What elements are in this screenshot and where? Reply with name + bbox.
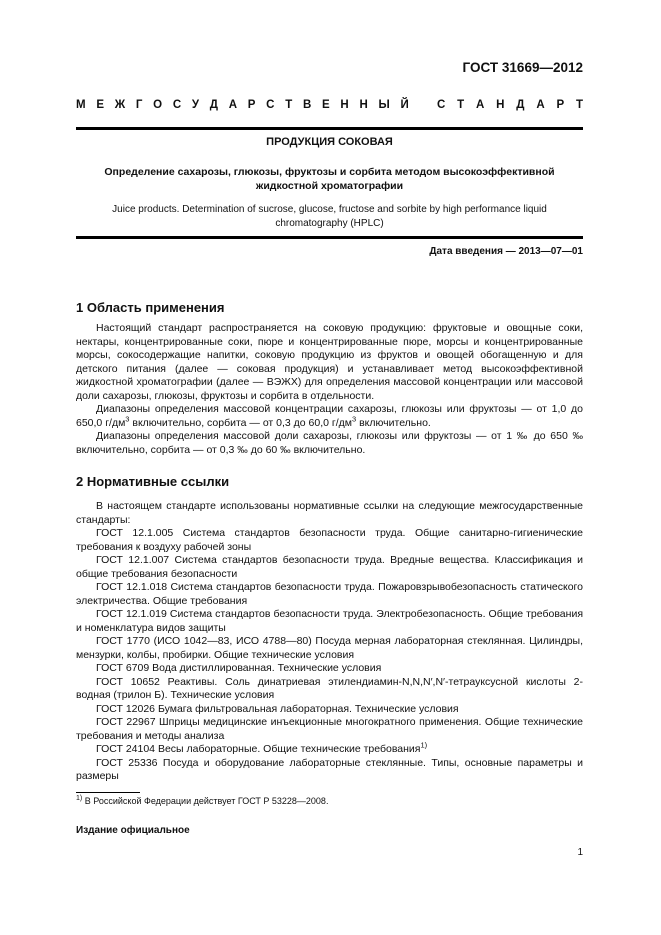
reference-item: ГОСТ 12.1.018 Система стандартов безопасности труда. Пожаровзрывобезопасность статического электричества. Общие требования [76,581,583,607]
banner-letter: Е [322,99,330,111]
section-2-body [76,500,583,784]
section-1-paragraph [76,403,583,430]
superscript: 3 [352,414,357,423]
standard-number: ГОСТ 31669—2012 [462,60,583,75]
banner-letter: А [536,99,545,111]
footnote-mark: 1) [76,795,83,802]
interstate-standard-banner [76,99,583,111]
official-edition-label: Издание официальное [76,825,190,836]
banner-letter: Т [457,99,465,111]
reference-item: ГОСТ 1770 (ИСО 1042—83, ИСО 4788—80) Посуда мерная лабораторная стеклянная. Цилиндры, мензурки, колбы, пробирки. Общие технические условия [76,635,583,661]
top-rule [76,127,583,130]
banner-letter: Т [285,99,293,111]
introduction-date: Дата введения — 2013—07—01 [429,246,583,257]
banner-letter: А [228,99,238,111]
reference-item: ГОСТ 10652 Реактивы. Соль динатриевая этилендиамин-N,N,N′,N′-тетрауксусной кислоты 2-водная (трилон Б). Технические условия [76,675,583,701]
superscript: 3 [125,414,130,423]
footnote-mark: 1) [420,740,428,750]
banner-letter: Н [359,99,368,111]
section-1-body [76,322,583,457]
english-title: Juice products. Determination of sucrose, glucose, fructose and sorbite by high performance liquid chromatography (HPLC) [112,204,547,229]
reference-item: ГОСТ 6709 Вода дистиллированная. Технические условия [96,662,382,674]
section-2-intro: В настоящем стандарте использованы нормативные ссылки на следующие межгосударственные стандарты: [76,500,583,526]
banner-letter: С [172,99,182,111]
document-subtitle: Определение сахарозы, глюкозы, фруктозы и сорбита методом высокоэффективной жидкостной хроматографии [104,166,555,192]
banner-letter: Ж [114,99,126,111]
title-rule [76,236,583,239]
reference-item: ГОСТ 12.1.005 Система стандартов безопасности труда. Общие санитарно-гигиенические требования к воздуху рабочей зоны [76,527,583,553]
banner-letter: Е [96,99,104,111]
section-1-heading: 1 Область применения [76,300,225,315]
banner-letter: Ы [378,99,390,111]
text-run: включительно, сорбита — от 0,3 до 60,0 г/дм [129,416,353,429]
section-2-heading: 2 Нормативные ссылки [76,474,230,489]
banner-letter: Т [575,99,583,111]
page-number: 1 [577,847,583,858]
section-1-paragraph: Диапазоны определения массовой доли сахарозы, глюкозы или фруктозы — от 1 ‰ до 650 ‰ включительно, сорбита — от 0,3 ‰ до 60 ‰ включительно. [76,430,583,456]
banner-letter: Р [247,99,256,111]
reference-item [76,740,583,757]
text-run: ГОСТ 24104 Весы лабораторные. Общие технические требования [96,743,421,755]
banner-letter: Н [496,99,505,111]
reference-item: ГОСТ 25336 Посуда и оборудование лабораторные стеклянные. Типы, основные параметры и размеры [76,756,583,782]
banner-letter: Й [400,99,409,111]
banner-letter: М [76,99,86,111]
footnote-rule [76,792,140,793]
section-1-paragraph: Настоящий стандарт распространяется на соковую продукцию: фруктовые и овощные соки, нектары, концентрированные соки, пюре и концентрированные пюре, морсы и концентрированные морсы, сокосодержащие напитки, соковую продукцию из фруктов и овощей обогащенную и для детского питания (далее — соковая продукция) и устанавливает метод высокоэффективной жидкостной хроматографии (далее — ВЭЖХ) для определения массовой концентрации или массовой доли сахарозы, глюкозы, фруктозы и сорбита в отдельности. [76,322,583,402]
document-title: ПРОДУКЦИЯ СОКОВАЯ [266,136,393,148]
banner-letter: Д [209,99,218,111]
reference-item: ГОСТ 12.1.019 Система стандартов безопасности труда. Электробезопасность. Общие требования и номенклатура видов защиты [76,608,583,634]
banner-letter: У [191,99,200,111]
interstate-word [76,99,409,111]
banner-letter: Н [340,99,349,111]
banner-letter: В [302,99,312,111]
banner-letter: Д [516,99,525,111]
text-run: включительно. [356,416,431,429]
banner-letter: С [437,99,446,111]
standard-word [437,99,583,111]
banner-letter: Р [556,99,565,111]
reference-item: ГОСТ 12.1.007 Система стандартов безопасности труда. Вредные вещества. Классификация и общие требования безопасности [76,554,583,580]
footnote-text: В Российской Федерации действует ГОСТ Р 53228—2008. [82,796,329,806]
footnote [76,796,328,806]
reference-item: ГОСТ 22967 Шприцы медицинские инъекционные многократного применения. Общие технические требования и методы анализа [76,716,583,742]
banner-letter: Г [135,99,143,111]
banner-letter: А [476,99,485,111]
banner-letter: О [153,99,163,111]
banner-letter: С [266,99,275,111]
reference-item: ГОСТ 12026 Бумага фильтровальная лабораторная. Технические условия [96,702,459,715]
text-run: Диапазоны определения массовой концентрации сахарозы, глюкозы или фруктозы — от 1,0 до 650,0 г/дм [76,403,583,429]
